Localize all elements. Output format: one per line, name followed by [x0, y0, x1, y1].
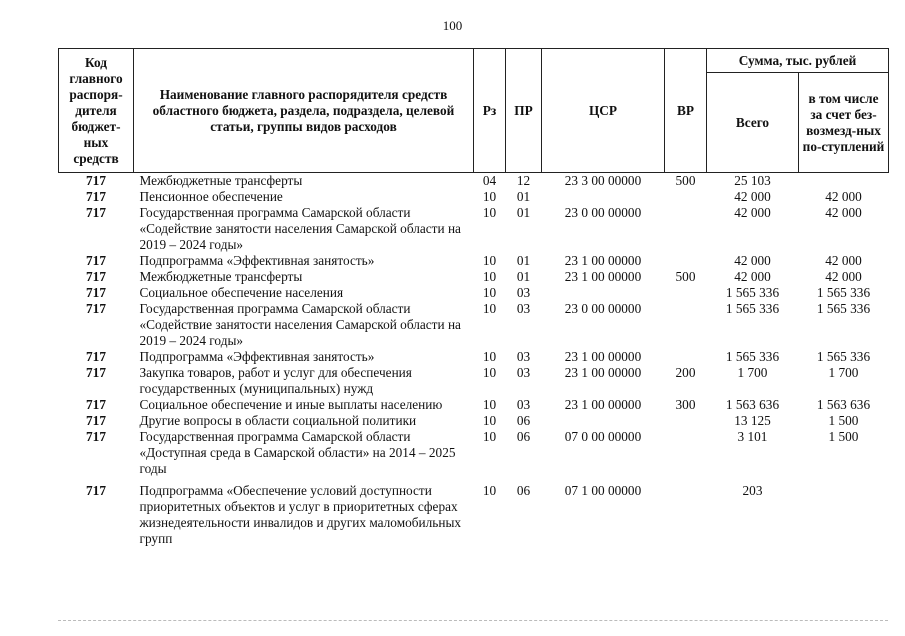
cell-vr: 500 [675, 173, 696, 188]
cell-name: Социальное обеспечение и иные выплаты населению [139, 397, 443, 412]
cell-code: 717 [86, 349, 106, 364]
cell-vr [665, 301, 707, 349]
cell-pr: 01 [516, 253, 531, 268]
cell-incl: 42 000 [825, 189, 862, 204]
cell-rz: 10 [482, 413, 497, 428]
header-vr: ВР [665, 49, 707, 173]
cell-csr: 23 1 00 00000 [564, 253, 642, 268]
cell-code: 717 [86, 205, 106, 220]
table-row [59, 429, 889, 477]
table-row [59, 413, 889, 429]
cell-total: 1 565 336 [725, 301, 780, 316]
cell-name: Государственная программа Самарской области «Содействие занятости населения Самарской области на 2019 – 2024 годы» [139, 205, 461, 252]
cell-incl: 42 000 [825, 205, 862, 220]
cell-csr: 23 1 00 00000 [564, 365, 642, 380]
header-sum-group: Сумма, тыс. рублей [707, 49, 889, 73]
cell-code: 717 [86, 413, 106, 428]
cell-incl: 42 000 [825, 269, 862, 284]
table-row [59, 285, 889, 301]
cell-rz: 10 [482, 349, 497, 364]
cell-vr [665, 477, 707, 547]
cell-code: 717 [86, 429, 106, 444]
cell-pr: 01 [516, 189, 531, 204]
cell-vr [665, 205, 707, 253]
cell-incl [799, 477, 889, 547]
cell-total: 25 103 [734, 173, 771, 188]
table-row [59, 365, 889, 397]
cell-rz: 10 [482, 285, 497, 300]
cell-pr: 03 [516, 349, 531, 364]
cell-total: 42 000 [734, 189, 771, 204]
page-number: 100 [442, 18, 463, 33]
cell-rz: 10 [482, 483, 497, 498]
cell-code: 717 [86, 173, 106, 188]
cell-code: 717 [86, 189, 106, 204]
table-row [59, 173, 889, 190]
header-total: Всего [707, 73, 799, 173]
table-row [59, 477, 889, 547]
cell-total: 1 563 636 [725, 397, 780, 412]
header-pr: ПР [506, 49, 542, 173]
cell-vr [665, 349, 707, 365]
cell-vr: 200 [675, 365, 696, 380]
cell-csr: 23 1 00 00000 [564, 269, 642, 284]
cell-incl: 1 500 [828, 413, 859, 428]
cell-incl: 1 563 636 [816, 397, 871, 412]
cell-code: 717 [86, 269, 106, 284]
cell-pr: 01 [516, 205, 531, 220]
table-row [59, 253, 889, 269]
cell-pr: 03 [516, 397, 531, 412]
cell-code: 717 [86, 253, 106, 268]
cell-name: Подпрограмма «Обеспечение условий доступности приоритетных объектов и услуг в приоритетных сферах жизнедеятельности инвалидов и других маломобильных групп [139, 483, 462, 546]
cell-vr [665, 429, 707, 477]
cell-name: Подпрограмма «Эффективная занятость» [139, 349, 375, 364]
cell-name: Пенсионное обеспечение [139, 189, 283, 204]
header-incl: в том числе за счет без-возмезд-ных по-ступлений [799, 73, 889, 173]
cell-csr: 23 1 00 00000 [564, 349, 642, 364]
cell-name: Подпрограмма «Эффективная занятость» [139, 253, 375, 268]
header-rz: Рз [474, 49, 506, 173]
cell-vr: 300 [675, 397, 696, 412]
table-row [59, 189, 889, 205]
header-csr: ЦСР [542, 49, 665, 173]
cell-rz: 10 [482, 205, 497, 220]
cell-code: 717 [86, 285, 106, 300]
cell-name: Другие вопросы в области социальной политики [139, 413, 417, 428]
cell-pr: 01 [516, 269, 531, 284]
table-row [59, 301, 889, 349]
cell-vr [665, 253, 707, 269]
cell-code: 717 [86, 483, 106, 498]
table-body [59, 173, 889, 548]
table-row [59, 349, 889, 365]
budget-table [58, 48, 889, 547]
cell-total: 3 101 [737, 429, 768, 444]
cell-vr [665, 285, 707, 301]
cell-rz: 10 [482, 253, 497, 268]
cell-total: 1 700 [737, 365, 768, 380]
cell-pr: 03 [516, 301, 531, 316]
cell-csr: 23 1 00 00000 [564, 397, 642, 412]
header-name: Наименование главного распорядителя средств областного бюджета, раздела, подраздела, целевой статьи, группы видов расходов [134, 49, 474, 173]
cell-csr: 23 3 00 00000 [564, 173, 642, 188]
cell-vr: 500 [675, 269, 696, 284]
cell-code: 717 [86, 397, 106, 412]
cell-code: 717 [86, 365, 106, 380]
table-row [59, 269, 889, 285]
cell-vr [665, 413, 707, 429]
cell-csr [542, 189, 665, 205]
cell-name: Государственная программа Самарской области «Содействие занятости населения Самарской области на 2019 – 2024 годы» [139, 301, 461, 348]
table-row [59, 397, 889, 413]
cell-csr: 23 0 00 00000 [564, 301, 642, 316]
cell-pr: 12 [516, 173, 531, 188]
cell-code: 717 [86, 301, 106, 316]
cell-total: 42 000 [734, 269, 771, 284]
cell-total: 42 000 [734, 205, 771, 220]
cell-incl: 1 565 336 [816, 285, 871, 300]
cell-rz: 04 [482, 173, 497, 188]
cell-rz: 10 [482, 189, 497, 204]
cell-csr: 07 1 00 00000 [564, 483, 642, 498]
cell-name: Межбюджетные трансферты [139, 173, 303, 188]
cell-csr [542, 413, 665, 429]
cell-total: 1 565 336 [725, 349, 780, 364]
cell-incl [799, 173, 889, 190]
table-row [59, 205, 889, 253]
header-code: Код главного распоря-дителя бюджет-ных средств [59, 49, 134, 173]
cell-incl: 1 500 [828, 429, 859, 444]
cell-incl: 42 000 [825, 253, 862, 268]
cell-pr: 06 [516, 413, 531, 428]
cell-rz: 10 [482, 269, 497, 284]
cell-csr: 07 0 00 00000 [564, 429, 642, 444]
cell-pr: 06 [516, 483, 531, 498]
cell-name: Государственная программа Самарской области «Доступная среда в Самарской области» на 2014 – 2025 годы [139, 429, 456, 476]
cell-total: 42 000 [734, 253, 771, 268]
page-bottom-rule [58, 620, 888, 621]
cell-total: 203 [742, 483, 763, 498]
cell-rz: 10 [482, 365, 497, 380]
cell-vr [665, 189, 707, 205]
cell-rz: 10 [482, 397, 497, 412]
cell-name: Межбюджетные трансферты [139, 269, 303, 284]
cell-incl: 1 565 336 [816, 349, 871, 364]
cell-rz: 10 [482, 429, 497, 444]
cell-total: 1 565 336 [725, 285, 780, 300]
cell-name: Закупка товаров, работ и услуг для обеспечения государственных (муниципальных) нужд [139, 365, 412, 396]
cell-pr: 06 [516, 429, 531, 444]
cell-csr: 23 0 00 00000 [564, 205, 642, 220]
cell-rz: 10 [482, 301, 497, 316]
cell-csr [542, 285, 665, 301]
cell-name: Социальное обеспечение населения [139, 285, 344, 300]
cell-pr: 03 [516, 365, 531, 380]
cell-incl: 1 700 [828, 365, 859, 380]
cell-pr: 03 [516, 285, 531, 300]
cell-incl: 1 565 336 [816, 301, 871, 316]
cell-total: 13 125 [734, 413, 771, 428]
